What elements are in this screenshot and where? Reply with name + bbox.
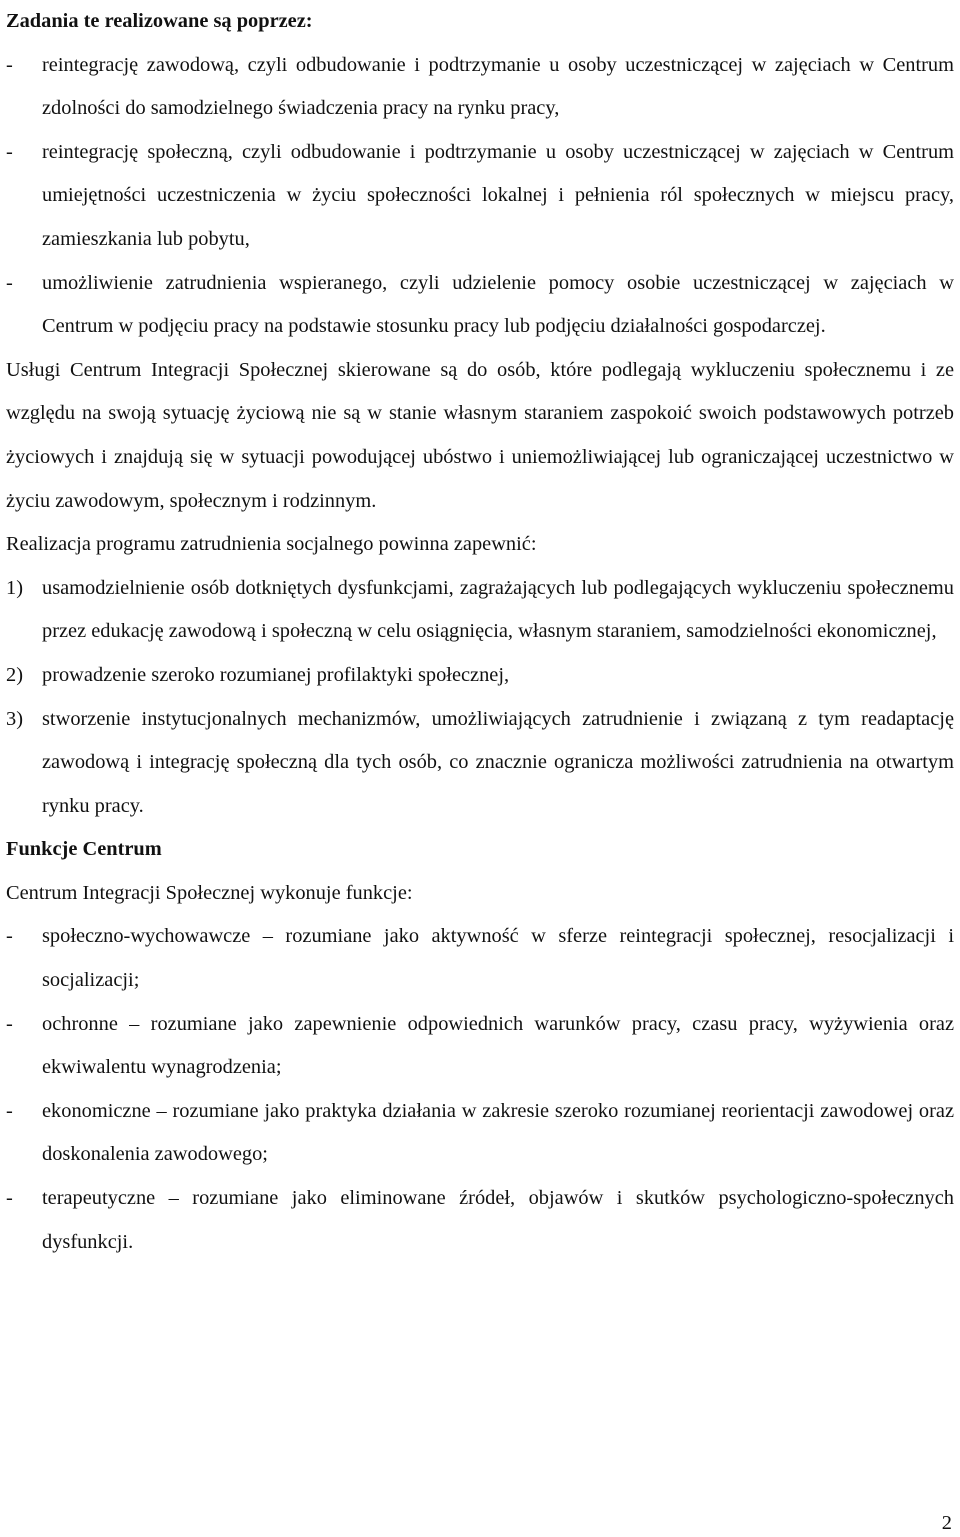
list-marker: -	[6, 1187, 13, 1210]
list-item-text: społeczno-wychowawcze – rozumiane jako aktywność w sferze reintegracji społecznej, resocjalizacji i socjalizacji;	[42, 925, 954, 992]
list-item	[6, 44, 954, 131]
list-marker: -	[6, 53, 13, 76]
list-marker: -	[6, 1099, 13, 1122]
list-item-text: ekonomiczne – rozumiane jako praktyka działania w zakresie szeroko rozumianej reorientacji zawodowej oraz doskonalenia zawodowego;	[42, 1099, 954, 1166]
list-marker: -	[6, 140, 13, 163]
list-item-text: umożliwienie zatrudnienia wspieranego, czyli udzielenie pomocy osobie uczestniczącej w zajęciach w Centrum w podjęciu pracy na podstawie stosunku pracy lub podjęciu działalności gospodarczej.	[42, 271, 954, 338]
list-item-text: reintegrację zawodową, czyli odbudowanie i podtrzymanie u osoby uczestniczącej w zajęciach w Centrum zdolności do samodzielnego świadczenia pracy na rynku pracy,	[42, 53, 954, 120]
list-marker: -	[6, 271, 13, 294]
task-list	[6, 44, 954, 349]
list-item-text: reintegrację społeczną, czyli odbudowanie i podtrzymanie u osoby uczestniczącej w zajęciach w Centrum umiejętności uczestniczenia w życiu społeczności lokalnej i pełnienia ról społecznych w miejscu pracy, zamieszkania lub pobytu,	[42, 140, 954, 250]
list-item-text: prowadzenie szeroko rozumianej profilaktyki społecznej,	[42, 663, 510, 686]
list-item-text: ochronne – rozumiane jako zapewnienie odpowiednich warunków pracy, czasu pracy, wyżywienia oraz ekwiwalentu wynagrodzenia;	[42, 1012, 954, 1079]
document-page	[6, 0, 954, 1264]
list-item	[6, 698, 954, 829]
functions-list	[6, 915, 954, 1264]
section-heading-tasks: Zadania te realizowane są poprzez:	[6, 10, 313, 32]
functions-intro: Centrum Integracji Społecznej wykonuje funkcje:	[6, 881, 413, 904]
list-item	[6, 1090, 954, 1177]
list-item	[6, 915, 954, 1002]
page-number: 2	[941, 1512, 952, 1534]
list-marker: 2)	[6, 663, 23, 686]
list-item	[6, 131, 954, 262]
list-item	[6, 567, 954, 654]
list-item	[6, 1003, 954, 1090]
list-item-text: stworzenie instytucjonalnych mechanizmów, umożliwiających zatrudnienie i związaną z tym readaptację zawodową i integrację społeczną dla tych osób, co znacznie ogranicza możliwości zatrudnienia na otwartym rynku pracy.	[42, 707, 954, 817]
list-item	[6, 262, 954, 349]
list-item-text: usamodzielnienie osób dotkniętych dysfunkcjami, zagrażających lub podlegających wykluczeniu społecznemu przez edukację zawodową i społeczną w celu osiągnięcia, własnym staraniem, samodzielności ekonomicznej,	[42, 576, 954, 643]
services-paragraph: Usługi Centrum Integracji Społecznej skierowane są do osób, które podlegają wykluczeniu społecznemu i ze względu na swoją sytuację życiową nie są w stanie własnym staraniem zaspokoić swoich podstawowych potrzeb życiowych i znajdują się w sytuacji powodującej ubóstwo i uniemożliwiającej lub ograniczającej uczestnictwo w życiu zawodowym, społecznym i rodzinnym.	[6, 358, 954, 512]
list-item	[6, 1177, 954, 1264]
program-goals-list	[6, 567, 954, 829]
list-item-text: terapeutyczne – rozumiane jako eliminowane źródeł, objawów i skutków psychologiczno-społecznych dysfunkcji.	[42, 1187, 954, 1253]
list-item	[6, 654, 954, 698]
list-marker: 1)	[6, 576, 23, 599]
list-marker: -	[6, 925, 13, 948]
section-heading-functions: Funkcje Centrum	[6, 838, 162, 861]
list-marker: -	[6, 1012, 13, 1035]
list-marker: 3)	[6, 707, 23, 730]
program-intro: Realizacja programu zatrudnienia socjalnego powinna zapewnić:	[6, 533, 537, 556]
